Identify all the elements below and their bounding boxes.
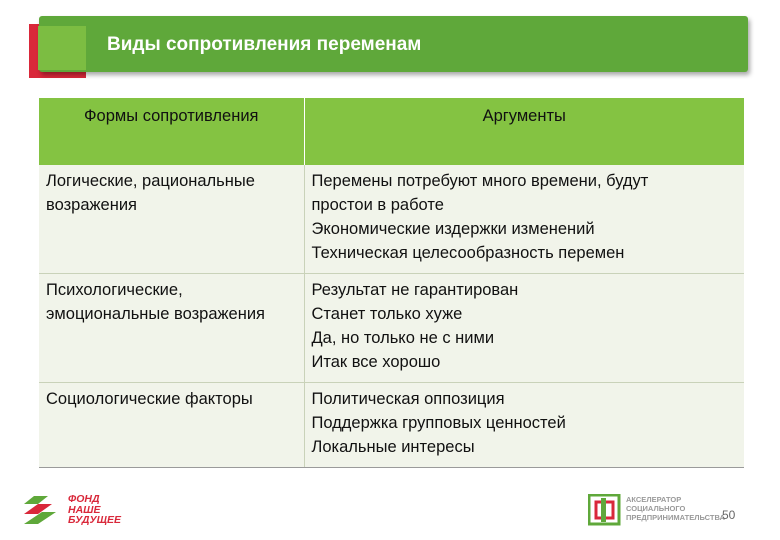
title-bar (39, 16, 748, 72)
argument-line: Техническая целесообразность перемен (311, 244, 625, 262)
chevron-logo-icon (24, 496, 66, 526)
argument-line: Экономические издержки изменений (311, 220, 595, 238)
arguments-cell (304, 383, 744, 468)
form-cell: Логические, рациональные возражения (39, 165, 304, 274)
arguments-cell (304, 165, 744, 274)
page-number: 50 (722, 508, 736, 522)
slide-title: Виды сопротивления переменам (107, 34, 422, 55)
arguments-cell (304, 274, 744, 383)
argument-line: Результат не гарантирован (311, 281, 519, 299)
accelerator-square-icon (588, 494, 622, 526)
argument-line: Итак все хорошо (311, 353, 441, 371)
header-forms: Формы сопротивления (39, 98, 304, 165)
form-cell: Психологические, эмоциональные возражения (39, 274, 304, 383)
argument-line: Да, но только не с ними (311, 329, 495, 347)
header-arguments: Аргументы (304, 98, 744, 165)
form-cell: Социологические факторы (39, 383, 304, 468)
accelerator-logo-word: АКСЕЛЕРАТОР (626, 495, 682, 504)
argument-line: Политическая оппозиция (311, 390, 505, 408)
fond-nashe-budushchee-logo (24, 492, 124, 528)
accelerator-logo-text (626, 495, 725, 522)
table-row (39, 383, 744, 468)
fond-logo-word: ФОНД (68, 493, 100, 505)
fond-logo-word: БУДУЩЕЕ (68, 514, 121, 526)
argument-line: простои в работе (311, 196, 444, 214)
table-row (39, 165, 744, 274)
accelerator-logo-word: СОЦИАЛЬНОГО (626, 504, 686, 513)
resistance-table (39, 98, 744, 468)
table-row (39, 274, 744, 383)
title-accent-green (38, 26, 86, 70)
table-header-row (39, 98, 744, 165)
argument-line: Перемены потребуют много времени, будут (311, 172, 649, 190)
accelerator-logo (588, 490, 728, 528)
argument-line: Поддержка групповых ценностей (311, 414, 566, 432)
argument-line: Локальные интересы (311, 438, 475, 456)
argument-line: Станет только хуже (311, 305, 463, 323)
fond-logo-text (68, 494, 121, 526)
accelerator-logo-word: ПРЕДПРИНИМАТЕЛЬСТВА (626, 513, 725, 522)
fond-logo-word: НАШЕ (68, 503, 101, 516)
